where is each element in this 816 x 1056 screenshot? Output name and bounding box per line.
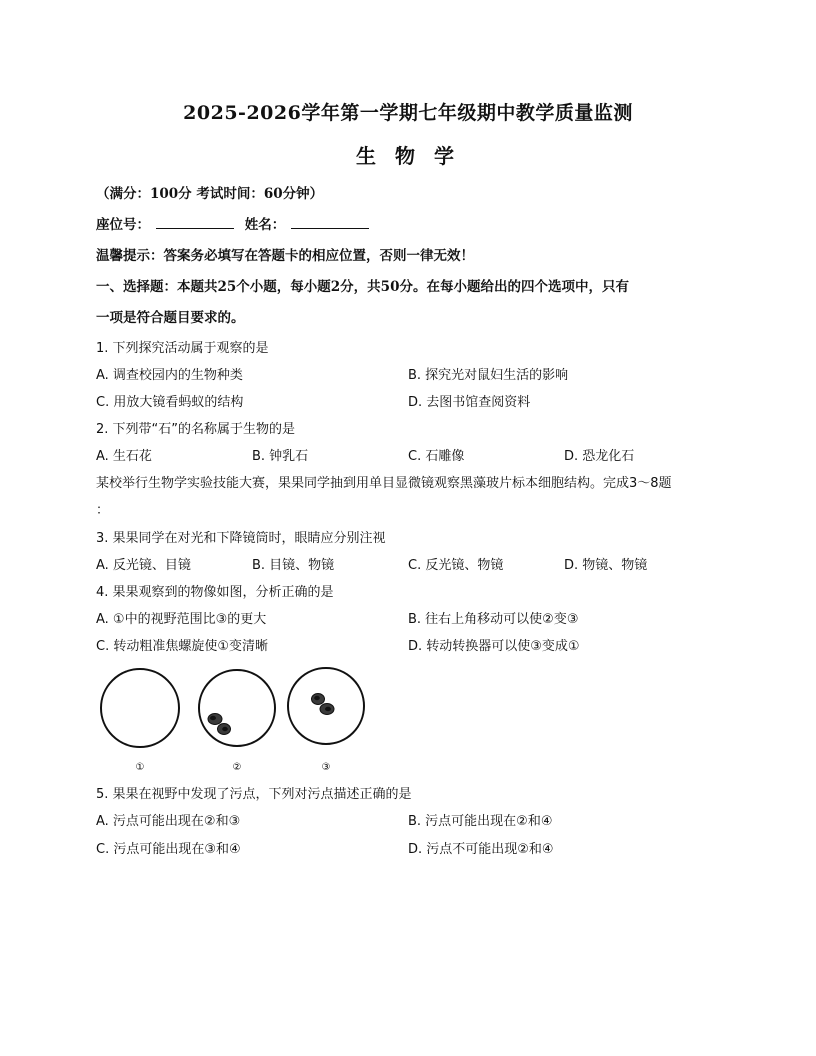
q5-option-b: B. 污点可能出现在②和④ bbox=[408, 814, 553, 829]
view-1-circle bbox=[101, 669, 179, 747]
exam-subject: 生 物 学 bbox=[356, 144, 460, 168]
figure-label-3: ③ bbox=[321, 762, 331, 773]
microscope-views-figure bbox=[96, 662, 416, 777]
microscope-views-svg bbox=[96, 662, 416, 777]
q1-stem: 1. 下列探究活动属于观察的是 bbox=[96, 341, 269, 356]
figure-label-1: ① bbox=[135, 762, 145, 773]
q5-option-a: A. 污点可能出现在②和③ bbox=[96, 814, 241, 829]
q1-option-a: A. 调查校园内的生物种类 bbox=[96, 368, 243, 383]
figure-label-2: ② bbox=[232, 762, 242, 773]
q3-option-d: D. 物镜、物镜 bbox=[564, 558, 648, 573]
q2-option-d: D. 恐龙化石 bbox=[564, 449, 635, 464]
context-line1: 某校举行生物学实验技能大赛，果果同学抽到用单目显微镜观察黑藻玻片标本细胞结构。完成3～8题 bbox=[96, 476, 672, 491]
seat-name-line bbox=[96, 213, 375, 233]
time-info: （满分：100分 考试时间：60分钟） bbox=[96, 186, 324, 202]
name-blank bbox=[291, 216, 369, 229]
q3-option-c: C. 反光镜、物镜 bbox=[408, 558, 504, 573]
q2-option-c: C. 石雕像 bbox=[408, 449, 465, 464]
name-label: 姓名： bbox=[244, 217, 286, 233]
q5-option-c: C. 污点可能出现在③和④ bbox=[96, 842, 241, 857]
seat-blank bbox=[156, 216, 234, 229]
q4-stem: 4. 果果观察到的物像如图，分析正确的是 bbox=[96, 585, 334, 600]
q4-option-a: A. ①中的视野范围比③的更大 bbox=[96, 612, 267, 627]
q4-option-c: C. 转动粗准焦螺旋使①变清晰 bbox=[96, 639, 268, 654]
q2-stem: 2. 下列带“石”的名称属于生物的是 bbox=[96, 422, 296, 437]
q1-option-b: B. 探究光对鼠妇生活的影响 bbox=[408, 368, 569, 383]
section1-line1: 一、选择题：本题共25个小题，每小题2分，共50分。在每小题给出的四个选项中，只有 bbox=[96, 279, 629, 295]
context-line2: ： bbox=[96, 503, 110, 518]
q1-option-c: C. 用放大镜看蚂蚁的结构 bbox=[96, 395, 244, 410]
q3-option-b: B. 目镜、物镜 bbox=[252, 558, 335, 573]
q5-stem: 5. 果果在视野中发现了污点，下列对污点描述正确的是 bbox=[96, 787, 412, 802]
q4-option-d: D. 转动转换器可以使③变成① bbox=[408, 639, 580, 654]
q3-option-a: A. 反光镜、目镜 bbox=[96, 558, 191, 573]
q2-option-a: A. 生石花 bbox=[96, 449, 152, 464]
q5-option-d: D. 污点不可能出现②和④ bbox=[408, 842, 554, 857]
seat-label: 座位号： bbox=[96, 217, 150, 233]
view-2-cells bbox=[208, 714, 231, 735]
view-2-circle bbox=[199, 670, 275, 746]
q3-stem: 3. 果果同学在对光和下降镜筒时，眼睛应分别注视 bbox=[96, 531, 386, 546]
q4-option-b: B. 往右上角移动可以使②变③ bbox=[408, 612, 579, 627]
view-3-cells bbox=[312, 694, 335, 715]
section1-line2: 一项是符合题目要求的。 bbox=[96, 310, 245, 326]
exam-title: 2025-2026学年第一学期七年级期中教学质量监测 bbox=[183, 102, 633, 124]
q1-option-d: D. 去图书馆查阅资料 bbox=[408, 395, 531, 410]
q2-option-b: B. 钟乳石 bbox=[252, 449, 309, 464]
notice: 温馨提示：答案务必填写在答题卡的相应位置，否则一律无效！ bbox=[96, 248, 474, 264]
